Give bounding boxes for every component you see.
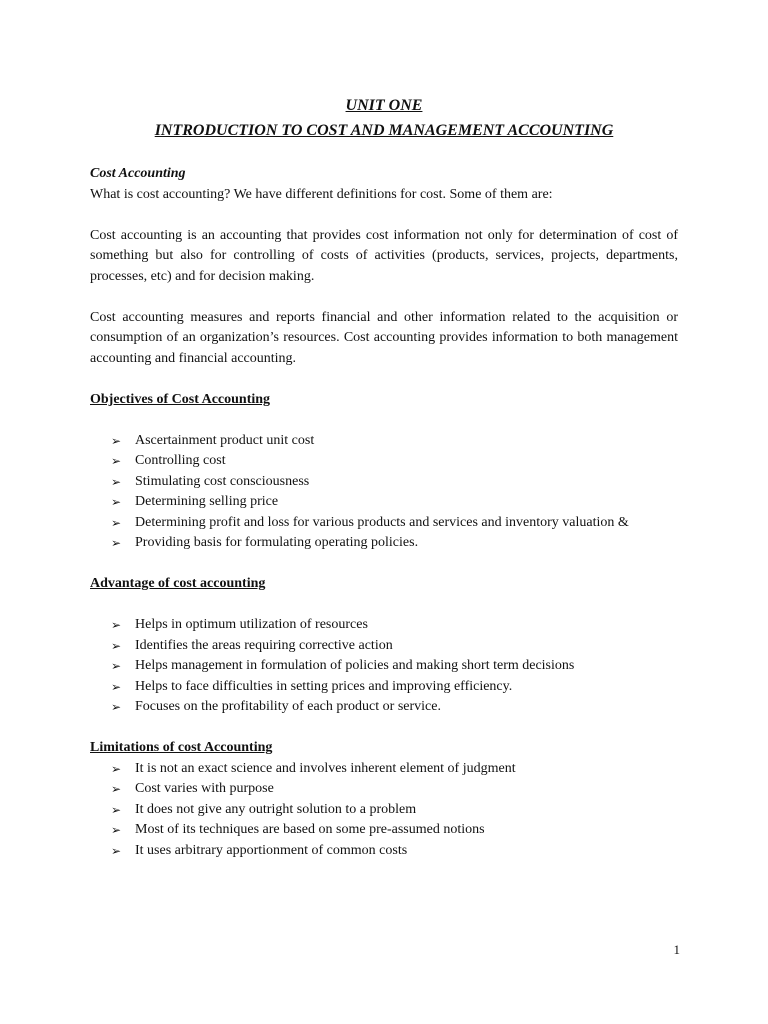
list-item: ➢ Helps to face difficulties in setting prices and improving efficiency. [111, 677, 678, 698]
objectives-heading: Objectives of Cost Accounting [90, 391, 271, 407]
list-item: ➢ Determining profit and loss for various products and services and inventory valuation & [111, 513, 678, 534]
chapter-title: INTRODUCTION TO COST AND MANAGEMENT ACCOUNTING [154, 122, 614, 139]
arrowhead-right-icon: ➢ [111, 823, 122, 837]
arrowhead-right-icon: ➢ [111, 638, 122, 653]
list-item: ➢ Stimulating cost consciousness [111, 472, 678, 493]
document-title [90, 93, 678, 143]
advantages-heading: Advantage of cost accounting [90, 576, 266, 591]
arrowhead-right-icon: ➢ [111, 495, 122, 509]
intro-question: What is cost accounting? We have different definitions for cost. Some of them are: [90, 186, 553, 202]
list-item: ➢ Most of its techniques are based on some pre-assumed notions [111, 820, 678, 841]
list-item: ➢ Identifies the areas requiring corrective action [111, 636, 678, 657]
list-item: ➢ It does not give any outright solution to a problem [111, 800, 678, 821]
list-item: ➢ Controlling cost [111, 451, 678, 472]
arrowhead-right-icon: ➢ [111, 515, 122, 530]
definition-paragraph-2: Cost accounting measures and reports financial and other information related to the acquisition or consumption of an organization’s resources. Cost accounting provides information to both management accounting and financial accounting. [90, 309, 678, 366]
arrowhead-right-icon: ➢ [111, 618, 122, 632]
list-item: ➢ Determining selling price [111, 492, 678, 513]
arrowhead-right-icon: ➢ [111, 700, 122, 714]
arrowhead-right-icon: ➢ [111, 843, 122, 858]
arrowhead-right-icon: ➢ [111, 454, 122, 468]
arrowhead-right-icon: ➢ [111, 782, 122, 796]
arrowhead-right-icon: ➢ [111, 802, 122, 817]
cost-accounting-heading: Cost Accounting [90, 166, 186, 181]
arrowhead-right-icon: ➢ [111, 679, 122, 694]
definition-paragraph-1: Cost accounting is an accounting that provides cost information not only for determination of cost of something but also for controlling of costs of activities (products, services, projects, departments, processes, etc) and for decision making. [90, 227, 678, 284]
document-body [90, 164, 678, 861]
list-item: ➢ It uses arbitrary apportionment of common costs [111, 841, 678, 862]
list-item: ➢ Ascertainment product unit cost [111, 431, 678, 452]
list-item: ➢ It is not an exact science and involves inherent element of judgment [111, 759, 678, 780]
list-item: ➢ Helps in optimum utilization of resources [111, 615, 678, 636]
list-item: ➢ Focuses on the profitability of each product or service. [111, 697, 678, 718]
limitations-heading: Limitations of cost Accounting [90, 740, 273, 755]
advantages-list [90, 615, 678, 718]
arrowhead-right-icon: ➢ [111, 536, 122, 550]
objectives-list [90, 431, 678, 554]
unit-title: UNIT ONE [345, 97, 423, 114]
list-item: ➢ Helps management in formulation of policies and making short term decisions [111, 656, 678, 677]
arrowhead-right-icon: ➢ [111, 433, 122, 448]
list-item: ➢ Providing basis for formulating operating policies. [111, 533, 678, 554]
list-item: ➢ Cost varies with purpose [111, 779, 678, 800]
page-number: 1 [673, 942, 680, 957]
arrowhead-right-icon: ➢ [111, 659, 122, 673]
arrowhead-right-icon: ➢ [111, 474, 122, 489]
limitations-list [90, 759, 678, 862]
arrowhead-right-icon: ➢ [111, 761, 122, 776]
